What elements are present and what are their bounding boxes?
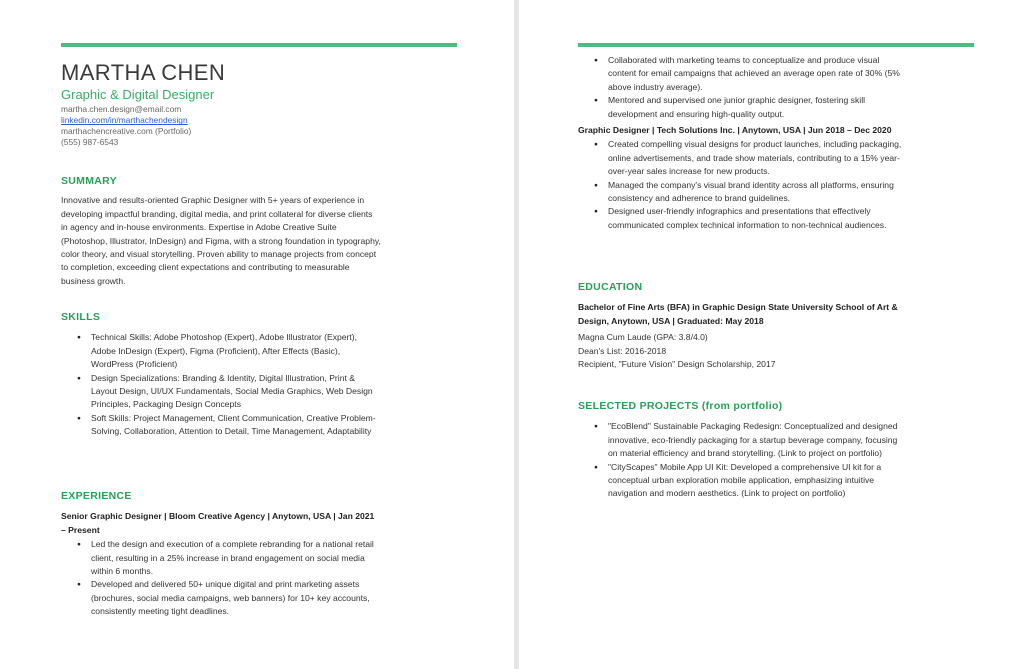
- job-bullets-tech-solutions: [578, 138, 908, 232]
- summary-section: [61, 175, 381, 288]
- contact-email: martha.chen.design@email.com: [61, 104, 182, 115]
- header-accent-rule: [61, 43, 457, 47]
- experience-section: [61, 490, 381, 619]
- candidate-name: MARTHA CHEN: [61, 60, 226, 85]
- job-bullet: ● Led the design and execution of a complete rebranding for a national retail client, resulting in a 25% increase in brand engagement on social media within 6 months.: [61, 538, 381, 578]
- education-honor: Magna Cum Laude (GPA: 3.8/4.0): [578, 332, 708, 343]
- header-accent-rule: [578, 43, 974, 47]
- candidate-title: Graphic & Digital Designer: [61, 87, 215, 102]
- experience-heading: EXPERIENCE: [61, 490, 132, 502]
- projects-heading: SELECTED PROJECTS (from portfolio): [578, 400, 783, 412]
- job-bullets-bloom-continued: [578, 54, 908, 121]
- resume-header: [61, 61, 381, 148]
- skill-item-soft: ● Soft Skills: Project Management, Client Communication, Creative Problem-Solving, Collaboration, Attention to Detail, Time Management, Adaptability: [61, 412, 381, 439]
- skill-item-technical: ● Technical Skills: Adobe Photoshop (Expert), Adobe Illustrator (Expert), Adobe InDesign (Expert), Figma (Proficient), After Effects (Basic), WordPress (Proficient): [61, 331, 381, 371]
- job-title-tech-solutions: Graphic Designer | Tech Solutions Inc. | Anytown, USA | Jun 2018 – Dec 2020: [578, 125, 892, 136]
- job-bullet: ● Developed and delivered 50+ unique digital and print marketing assets (brochures, social media campaigns, web banners) for 10+ key accounts, consistently meeting tight deadlines.: [61, 578, 381, 618]
- job-bullets-bloom: [61, 538, 381, 618]
- portfolio-link: marthachencreative.com (Portfolio): [61, 126, 192, 137]
- education-scholarship: Recipient, "Future Vision" Design Scholarship, 2017: [578, 359, 776, 370]
- education-deans-list: Dean's List: 2016-2018: [578, 345, 667, 356]
- job-bullet: ● Collaborated with marketing teams to conceptualize and produce visual content for email campaigns that achieved an average open rate of 30% (5% above industry average).: [578, 54, 908, 94]
- job-bullet: ● Mentored and supervised one junior graphic designer, fostering skill development and ensuring high-quality output.: [578, 94, 908, 121]
- education-degree: Bachelor of Fine Arts (BFA) in Graphic Design State University School of Art & Design, Anytown, USA | Graduated: May 2018: [578, 302, 898, 326]
- job-title-bloom: Senior Graphic Designer | Bloom Creative Agency | Anytown, USA | Jan 2021 – Present: [61, 511, 375, 535]
- project-item-cityscapes: ● "CityScapes" Mobile App UI Kit: Developed a comprehensive UI kit for a conceptual urban exploration mobile application, emphasizing intuitive navigation and modern aesthetics. (Link to project on portfolio): [578, 461, 908, 501]
- projects-section: [578, 400, 908, 501]
- job-bullet: ● Created compelling visual designs for product launches, including packaging, online advertisements, and trade show materials, contributing to a 15% year-over-year sales increase for new products.: [578, 138, 908, 178]
- job-bullet: ● Designed user-friendly infographics and presentations that effectively communicated complex technical information to non-technical audiences.: [578, 205, 908, 232]
- skill-item-design: ● Design Specializations: Branding & Identity, Digital Illustration, Print & Layout Design, UI/UX Fundamentals, Social Media Graphics, Web Design Principles, Packaging Design Concepts: [61, 372, 381, 412]
- linkedin-link[interactable]: linkedin.com/in/marthachendesign: [61, 115, 188, 126]
- education-section: [578, 281, 908, 371]
- summary-text: Innovative and results-oriented Graphic Designer with 5+ years of experience in developing impactful branding, digital media, and print collateral for diverse clients in agency and in-house environments. Expertise in Adobe Creative Suite (Photoshop, Illustrator, InDesign) and Figma, with a strong foundation in typography, color theory, and visual storytelling. Proven ability to manage projects from concept to completion, exceeding client expectations and contributing to measurable business growth.: [61, 195, 381, 286]
- skills-heading: SKILLS: [61, 311, 101, 323]
- project-item-ecoblend: ● "EcoBlend" Sustainable Packaging Redesign: Conceptualized and designed innovative, eco-friendly packaging for a startup beverage company, focusing on material efficiency and brand storytelling. (Link to project on portfolio): [578, 420, 908, 460]
- skills-list: [61, 331, 381, 438]
- resume-page-2: [519, 0, 1024, 669]
- summary-heading: SUMMARY: [61, 175, 117, 187]
- education-heading: EDUCATION: [578, 281, 643, 293]
- experience-continued: [578, 54, 908, 232]
- job-bullet: ● Managed the company's visual brand identity across all platforms, ensuring consistency and adherence to brand guidelines.: [578, 179, 908, 206]
- contact-phone: (555) 987-6543: [61, 137, 119, 148]
- projects-list: [578, 420, 908, 500]
- skills-section: [61, 311, 381, 439]
